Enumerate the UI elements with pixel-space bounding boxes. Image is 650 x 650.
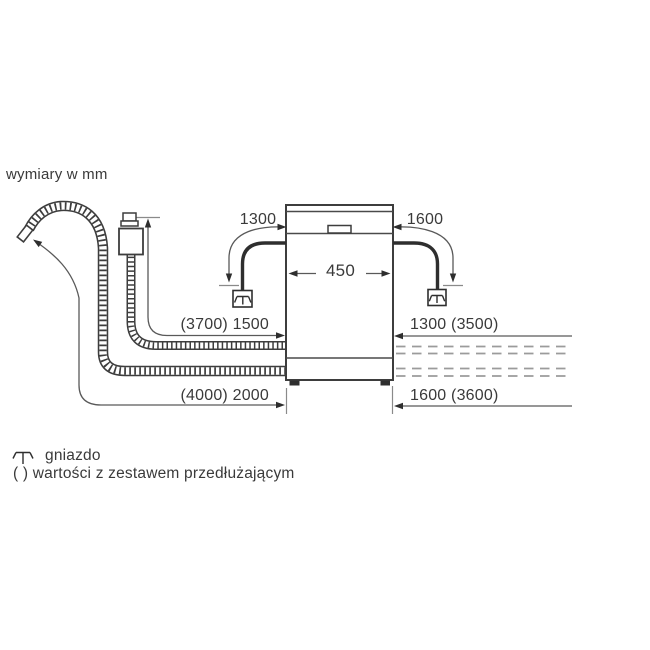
dimension-label-drain-hose-right: 1600 (3600) — [410, 387, 499, 404]
power-cord-right — [393, 224, 464, 289]
hose-continuation-dashed-lines — [396, 347, 570, 377]
drain-hose-end-cap — [17, 225, 33, 242]
power-cord-left — [219, 224, 287, 290]
dimension-label-appliance-width: 450 — [326, 261, 355, 280]
foot-right — [381, 381, 391, 386]
diagram-title: wymiary w mm — [6, 166, 108, 183]
legend-extension-kit-note: ( ) wartości z zestawem przedłużającym — [13, 465, 295, 482]
dimension-label-drain-hose-left: (4000) 2000 — [180, 387, 269, 404]
dimension-label-supply-hose-left: (3700) 1500 — [180, 316, 269, 333]
aquastop-valve — [119, 213, 143, 255]
legend-socket-icon — [13, 453, 33, 465]
socket-icon-right — [428, 290, 446, 306]
dimension-label-power-cord-right: 1600 — [406, 211, 444, 228]
dishwasher-body — [286, 205, 393, 386]
legend-socket-label: gniazdo — [45, 447, 101, 464]
dimension-label-power-cord-left: 1300 — [239, 211, 277, 228]
socket-icon-left — [233, 291, 252, 308]
foot-left — [290, 381, 300, 386]
door-handle — [328, 226, 351, 234]
dimension-label-supply-hose-right: 1300 (3500) — [410, 316, 499, 333]
